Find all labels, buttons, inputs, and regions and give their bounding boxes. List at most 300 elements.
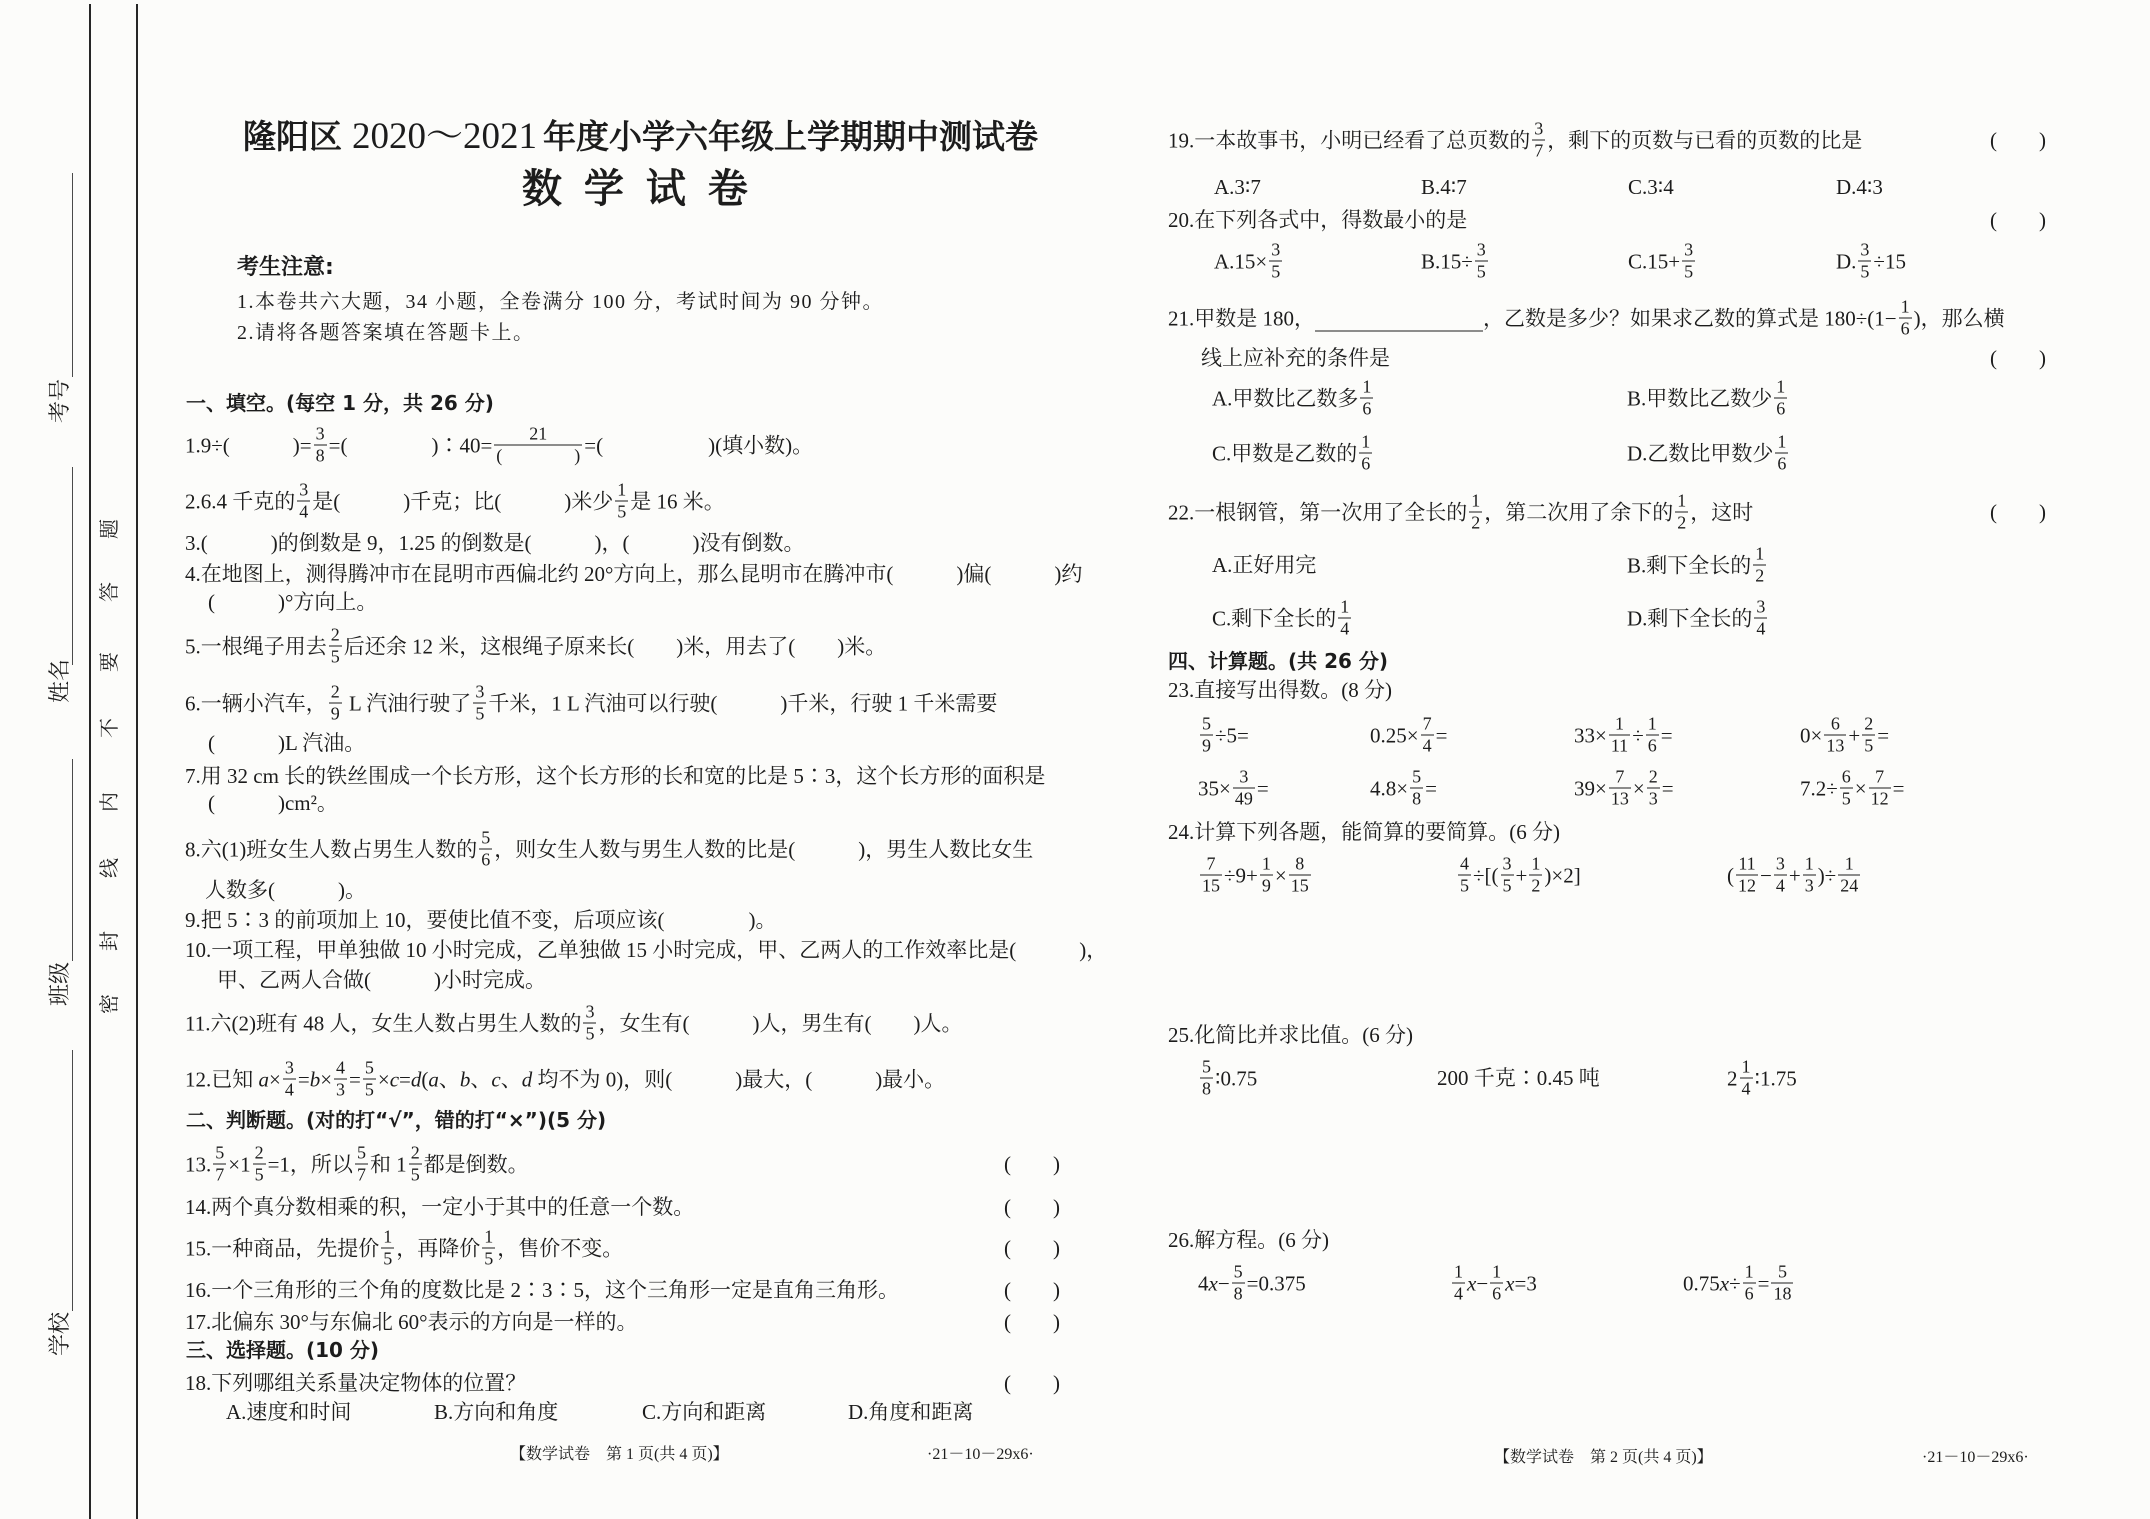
fraction bbox=[1410, 768, 1423, 809]
fraction bbox=[329, 626, 342, 667]
text-run: A.正好用完 bbox=[1212, 553, 1317, 577]
calc-item bbox=[1456, 855, 1581, 896]
question-4-line-2 bbox=[208, 590, 377, 614]
denominator: 5 bbox=[364, 1079, 374, 1100]
numerator: 2 bbox=[1648, 766, 1658, 787]
text-run: + bbox=[1515, 863, 1528, 887]
variable: x bbox=[1467, 1271, 1477, 1295]
text-run: 是 16 米。 bbox=[630, 489, 725, 513]
question-8-line-2 bbox=[205, 878, 366, 902]
fraction bbox=[1774, 378, 1787, 419]
text-run: 25.化简比并求比值。(6 分) bbox=[1168, 1023, 1413, 1047]
calc-item bbox=[1198, 855, 1313, 896]
name-label: 姓名 bbox=[47, 658, 72, 704]
denominator: 5 bbox=[383, 1248, 393, 1269]
numerator: 1 bbox=[1804, 853, 1814, 874]
calc-item bbox=[1574, 768, 1674, 809]
text-run: + bbox=[1788, 863, 1801, 887]
exam-subtitle: 数 学 试 卷 bbox=[522, 166, 752, 212]
fraction bbox=[297, 481, 310, 522]
fraction bbox=[1200, 855, 1222, 896]
text-run: 20.在下列各式中，得数最小的是 bbox=[1168, 208, 1468, 232]
text-run: × bbox=[1854, 776, 1867, 800]
text-run: C.方向和距离 bbox=[642, 1400, 767, 1424]
numerator: 3 bbox=[1534, 118, 1544, 139]
option-d bbox=[1627, 433, 1790, 474]
ratio-item bbox=[1727, 1058, 1797, 1099]
text-run: 甲、乙两人合做( )小时完成。 bbox=[217, 968, 546, 992]
question-25 bbox=[1168, 1023, 1413, 1047]
text-run: ，女生有( )人，男生有( )人。 bbox=[598, 1011, 963, 1035]
numerator: 1 bbox=[1471, 490, 1481, 511]
fraction bbox=[1200, 715, 1213, 756]
text-run: 4 bbox=[1198, 1271, 1209, 1295]
page-footer-label: 【数学试卷 第 2 页(共 4 页)】 bbox=[1494, 1449, 1713, 1466]
fraction bbox=[1771, 1263, 1793, 1304]
fraction bbox=[1490, 1263, 1503, 1304]
text-run: C.甲数是乙数的 bbox=[1212, 441, 1358, 465]
text-run: 线上应补充的条件是 bbox=[1201, 346, 1390, 370]
numerator: 3 bbox=[1271, 239, 1281, 260]
text-run: 2.6.4 千克的 bbox=[185, 489, 296, 513]
question-1 bbox=[185, 425, 813, 466]
denominator: 4 bbox=[1741, 1078, 1751, 1099]
text-run: ，再降价 bbox=[396, 1236, 481, 1260]
text-run: ÷ bbox=[1729, 1271, 1741, 1295]
numerator: 1 bbox=[1361, 431, 1371, 452]
numerator: 5 bbox=[215, 1142, 225, 1163]
text-run: A.速度和时间 bbox=[226, 1400, 352, 1424]
numerator: 1 bbox=[617, 479, 627, 500]
question-5 bbox=[185, 626, 886, 667]
fraction bbox=[1858, 241, 1871, 282]
text-run: =( )∶40= bbox=[328, 433, 493, 457]
numerator: 1 bbox=[383, 1226, 393, 1247]
variable: x bbox=[1208, 1271, 1218, 1295]
fraction bbox=[1862, 715, 1875, 756]
option-b bbox=[1421, 241, 1490, 282]
text-run: 是( )千克；比( )米少 bbox=[312, 489, 614, 513]
denominator: 5 bbox=[254, 1164, 264, 1185]
fraction bbox=[329, 683, 342, 724]
option-b bbox=[1627, 378, 1789, 419]
numerator: 2 bbox=[330, 624, 340, 645]
text-run: =3 bbox=[1514, 1271, 1537, 1295]
option-d bbox=[1627, 598, 1769, 639]
question-6-line-1 bbox=[185, 683, 997, 724]
text-run: − bbox=[1476, 1271, 1489, 1295]
text-run: C.15+ bbox=[1628, 249, 1681, 273]
denominator: 3 bbox=[1804, 875, 1814, 896]
numerator: 3 bbox=[1476, 239, 1486, 260]
numerator: 4 bbox=[336, 1057, 346, 1078]
option-a bbox=[1212, 378, 1375, 419]
text-run: 2 bbox=[1727, 1066, 1738, 1090]
numerator: 2 bbox=[1864, 713, 1874, 734]
text-run: 23.直接写出得数。(8 分) bbox=[1168, 678, 1392, 702]
numerator: 7 bbox=[1875, 766, 1885, 787]
numerator: 1 bbox=[1615, 713, 1625, 734]
option-b bbox=[1421, 175, 1467, 199]
seal-char: 线 bbox=[99, 858, 121, 878]
text-run: =1，所以 bbox=[267, 1152, 353, 1176]
fraction bbox=[283, 1059, 296, 1100]
denominator: 24 bbox=[1840, 875, 1859, 896]
calc-item bbox=[1198, 768, 1269, 809]
answer-bracket: ( ) bbox=[1004, 1278, 1060, 1302]
numerator: 1 bbox=[1261, 853, 1271, 874]
option-d bbox=[1836, 175, 1883, 199]
fraction bbox=[1260, 855, 1273, 896]
seal-char: 不 bbox=[99, 718, 121, 738]
text-run: 39× bbox=[1574, 776, 1607, 800]
denominator: 6 bbox=[1361, 453, 1371, 474]
text-run: − bbox=[1217, 1271, 1230, 1295]
numerator: 1 bbox=[1340, 596, 1350, 617]
calc-item bbox=[1727, 855, 1862, 896]
fraction bbox=[1421, 715, 1434, 756]
question-9 bbox=[185, 908, 776, 932]
fraction bbox=[1532, 120, 1545, 161]
text-run: D.剩下全长的 bbox=[1627, 606, 1753, 630]
text-run: 人数多( )。 bbox=[205, 878, 366, 902]
text-run: 4.8× bbox=[1370, 776, 1409, 800]
fraction bbox=[479, 829, 492, 870]
section-heading-calculation: 四、计算题。(共 26 分) bbox=[1168, 649, 1389, 673]
text-run: A.3∶7 bbox=[1214, 175, 1261, 199]
text-run: ÷15 bbox=[1873, 249, 1906, 273]
exam-number-label: 考号 bbox=[47, 378, 72, 424]
text-run: = bbox=[1892, 776, 1905, 800]
denominator: 4 bbox=[1775, 875, 1785, 896]
denominator: 15 bbox=[1290, 875, 1309, 896]
denominator: 6 bbox=[1777, 453, 1787, 474]
numerator: 1 bbox=[1454, 1261, 1463, 1282]
text-run: B.4∶7 bbox=[1421, 175, 1467, 199]
option-c bbox=[1628, 241, 1697, 282]
question-21-line-1 bbox=[1168, 298, 2005, 339]
section-heading-multiple-choice: 三、选择题。(10 分) bbox=[186, 1338, 380, 1362]
question-3 bbox=[185, 531, 804, 555]
text-run: 5.一根绳子用去 bbox=[185, 634, 327, 658]
calc-item bbox=[1198, 715, 1249, 756]
text-run: ，这时 bbox=[1690, 500, 1754, 524]
denominator: 3 bbox=[1648, 788, 1658, 809]
fraction bbox=[1360, 378, 1373, 419]
text-run: 0× bbox=[1800, 723, 1823, 747]
question-22 bbox=[1168, 492, 1753, 533]
text-run: D. bbox=[1836, 249, 1857, 273]
fraction bbox=[1200, 1058, 1213, 1099]
text-run: 10.一项工程，甲单独做 10 小时完成，乙单独做 15 小时完成，甲、乙两人的工作效率比是( )， bbox=[185, 938, 1108, 962]
numerator: 6 bbox=[1830, 713, 1840, 734]
question-11 bbox=[185, 1003, 962, 1044]
text-run: 均不为 0)，则( )最大，( )最小。 bbox=[532, 1067, 946, 1091]
fraction bbox=[1824, 715, 1846, 756]
text-run: ∶1.75 bbox=[1754, 1066, 1797, 1090]
denominator: 5 bbox=[475, 703, 485, 724]
denominator: 6 bbox=[481, 849, 491, 870]
ratio-item bbox=[1198, 1058, 1257, 1099]
option-c bbox=[1628, 175, 1674, 199]
fraction bbox=[1675, 492, 1688, 533]
numerator: 1 bbox=[1844, 853, 1854, 874]
text-run: )，那么横 bbox=[1913, 306, 2005, 330]
variable: d bbox=[521, 1067, 533, 1091]
fraction bbox=[615, 481, 628, 522]
numerator: 5 bbox=[1202, 1056, 1211, 1077]
numerator: 1 bbox=[1741, 1056, 1751, 1077]
text-run: 14.两个真分数相乘的积，一定小于其中的任意一个数。 bbox=[185, 1195, 695, 1219]
option-a bbox=[1214, 241, 1284, 282]
variable: x bbox=[1505, 1271, 1515, 1295]
text-run: = bbox=[1425, 776, 1437, 800]
denominator: 2 bbox=[1471, 512, 1481, 533]
fraction bbox=[1754, 598, 1767, 639]
text-run: 15.一种商品，先提价 bbox=[185, 1236, 380, 1260]
denominator: 13 bbox=[1826, 735, 1845, 756]
fraction bbox=[1840, 768, 1853, 809]
denominator: 6 bbox=[1900, 318, 1910, 339]
section-heading-true-false: 二、判断题。(对的打“√”，错的打“×”)(5 分) bbox=[186, 1108, 607, 1132]
denominator: 4 bbox=[284, 1079, 294, 1100]
text-run: ，剩下的页数与已看的页数的比是 bbox=[1547, 128, 1863, 152]
text-run: =0.375 bbox=[1246, 1271, 1306, 1295]
fraction bbox=[1899, 298, 1912, 339]
question-26 bbox=[1168, 1228, 1329, 1252]
text-run: 1.9÷( )= bbox=[185, 433, 312, 457]
denominator: 5 bbox=[410, 1164, 420, 1185]
seal-char: 答 bbox=[99, 582, 121, 602]
denominator: 5 bbox=[1502, 875, 1512, 896]
question-10-line-1 bbox=[185, 938, 1107, 962]
denominator: 6 bbox=[1362, 398, 1372, 419]
text-run: )÷ bbox=[1817, 863, 1837, 887]
variable: b bbox=[459, 1067, 471, 1091]
numerator: 7 bbox=[1615, 766, 1625, 787]
text-run: A.甲数比乙数多 bbox=[1212, 386, 1359, 410]
text-run: ÷9+ bbox=[1224, 863, 1258, 887]
option-d bbox=[848, 1400, 973, 1424]
text-run: ( )°方向上。 bbox=[208, 590, 378, 614]
text-run: × bbox=[377, 1067, 390, 1091]
denominator: 5 bbox=[1476, 261, 1486, 282]
option-c bbox=[1212, 433, 1374, 474]
fraction bbox=[1469, 492, 1482, 533]
variable: c bbox=[389, 1067, 400, 1091]
answer-bracket: ( ) bbox=[1990, 346, 2046, 370]
calc-item bbox=[1800, 768, 1904, 809]
text-run: 和 1 bbox=[369, 1152, 407, 1176]
text-run: ( )cm²。 bbox=[208, 791, 338, 815]
numerator: 5 bbox=[481, 827, 491, 848]
option-a bbox=[226, 1400, 351, 1424]
numerator: 1 bbox=[1492, 1261, 1502, 1282]
text-run: B.15÷ bbox=[1421, 249, 1473, 273]
fraction bbox=[334, 1059, 347, 1100]
numerator: 1 bbox=[1755, 543, 1765, 564]
fraction bbox=[355, 1144, 368, 1185]
numerator: 3 bbox=[1756, 596, 1766, 617]
denominator: 5 bbox=[1860, 261, 1870, 282]
fraction bbox=[1774, 855, 1787, 896]
title-years: 2020～2021 bbox=[352, 116, 537, 157]
fraction bbox=[1609, 768, 1631, 809]
text-run: ×1 bbox=[228, 1152, 251, 1176]
title-district: 隆阳区 bbox=[243, 117, 342, 156]
denominator: 6 bbox=[1776, 398, 1786, 419]
fraction bbox=[1501, 855, 1514, 896]
equation-item bbox=[1683, 1263, 1795, 1304]
numerator: 4 bbox=[1460, 853, 1469, 874]
text-run: 、 bbox=[500, 1067, 522, 1091]
answer-underline bbox=[1315, 311, 1483, 332]
text-run: )×2] bbox=[1544, 863, 1581, 887]
fraction bbox=[1838, 855, 1860, 896]
denominator: 5 bbox=[1841, 788, 1851, 809]
question-4-line-1 bbox=[185, 562, 1082, 586]
denominator: 4 bbox=[1756, 618, 1766, 639]
option-a bbox=[1212, 553, 1316, 577]
binding-rule-inner bbox=[136, 4, 138, 1519]
text-run: 22.一根钢管，第一次用了全长的 bbox=[1168, 500, 1468, 524]
section-heading-fill-in: 一、填空。(每空 1 分，共 26 分) bbox=[186, 391, 494, 415]
numerator: 1 bbox=[484, 1226, 494, 1247]
class-label: 班级 bbox=[47, 961, 72, 1007]
text-run: + bbox=[1848, 723, 1861, 747]
denominator: 6 bbox=[1647, 735, 1657, 756]
text-run: = bbox=[1435, 723, 1448, 747]
question-6-line-2 bbox=[208, 731, 365, 755]
text-run: − bbox=[1760, 863, 1772, 887]
question-17 bbox=[185, 1310, 638, 1334]
text-run: 都是倒数。 bbox=[423, 1152, 529, 1176]
text-run: 12.已知 bbox=[185, 1067, 259, 1091]
calc-item bbox=[1370, 715, 1447, 756]
text-run: C.剩下全长的 bbox=[1212, 606, 1337, 630]
calc-item bbox=[1800, 715, 1889, 756]
fraction bbox=[1452, 1263, 1465, 1304]
text-run: × bbox=[269, 1067, 281, 1091]
numerator: 3 bbox=[1684, 239, 1694, 260]
denominator: 9 bbox=[1261, 875, 1271, 896]
text-run: 21.甲数是 180， bbox=[1168, 306, 1315, 330]
fraction bbox=[363, 1059, 376, 1100]
text-run: C.3∶4 bbox=[1628, 175, 1674, 199]
page-footer-code: ·21－10－29x6· bbox=[927, 1446, 1034, 1463]
denominator: 5 bbox=[1684, 261, 1694, 282]
numerator: 1 bbox=[1900, 296, 1910, 317]
denominator: ( ) bbox=[496, 445, 581, 466]
answer-bracket: ( ) bbox=[1990, 208, 2046, 232]
question-13 bbox=[185, 1144, 529, 1185]
numerator: 1 bbox=[1531, 853, 1541, 874]
numerator: 5 bbox=[364, 1057, 374, 1078]
denominator: 49 bbox=[1234, 788, 1253, 809]
numerator: 1 bbox=[1744, 1261, 1754, 1282]
denominator: 18 bbox=[1773, 1283, 1792, 1304]
denominator: 2 bbox=[1531, 875, 1541, 896]
denominator: 5 bbox=[484, 1248, 494, 1269]
numerator: 1 bbox=[1777, 431, 1787, 452]
option-b bbox=[434, 1400, 558, 1424]
fraction bbox=[1753, 545, 1766, 586]
text-run: 9.把 5∶3 的前项加上 10，要使比值不变，后项应该( )。 bbox=[185, 908, 777, 932]
text-run: = bbox=[1661, 776, 1674, 800]
answer-bracket: ( ) bbox=[1004, 1371, 1060, 1395]
question-15 bbox=[185, 1228, 623, 1269]
text-run: ，则女生人数与男生人数的比是( )，男生人数比女生 bbox=[494, 837, 1034, 861]
option-b bbox=[1627, 545, 1768, 586]
variable: b bbox=[309, 1067, 321, 1091]
seal-char: 密 bbox=[99, 994, 121, 1014]
numerator: 2 bbox=[330, 681, 340, 702]
numerator: 3 bbox=[475, 681, 485, 702]
question-12 bbox=[185, 1059, 945, 1100]
numerator: 1 bbox=[1677, 490, 1687, 511]
text-run: 3.( )的倒数是 9，1.25 的倒数是( )，( )没有倒数。 bbox=[185, 531, 805, 555]
text-run: 35× bbox=[1198, 776, 1231, 800]
numerator: 3 bbox=[1775, 853, 1785, 874]
denominator: 4 bbox=[299, 501, 309, 522]
numerator: 3 bbox=[1502, 853, 1512, 874]
text-run: B.剩下全长的 bbox=[1627, 553, 1752, 577]
answer-bracket: ( ) bbox=[1004, 1152, 1060, 1176]
text-run: 千米，1 L 汽油可以行驶( )千米，行驶 1 千米需要 bbox=[488, 691, 998, 715]
question-23 bbox=[1168, 678, 1392, 702]
numerator: 5 bbox=[1202, 713, 1211, 734]
text-run: ÷[( bbox=[1473, 863, 1499, 887]
text-run: ∶0.75 bbox=[1215, 1066, 1258, 1090]
text-run: 后还余 12 米，这根绳子原来长( )米，用去了( )米。 bbox=[343, 634, 887, 658]
exam-title bbox=[243, 117, 1038, 157]
text-run: 7.用 32 cm 长的铁丝围成一个长方形，这个长方形的长和宽的比是 5∶3，这个长方形的面积是 bbox=[185, 764, 1046, 788]
text-run: 11.六(2)班有 48 人，女生人数占男生人数的 bbox=[185, 1011, 582, 1035]
question-18 bbox=[185, 1371, 526, 1395]
denominator: 4 bbox=[1454, 1283, 1463, 1304]
fraction bbox=[1269, 241, 1282, 282]
fraction bbox=[1743, 1263, 1756, 1304]
text-run: 0.75 bbox=[1683, 1271, 1720, 1295]
denominator: 5 bbox=[1271, 261, 1281, 282]
seal-char: 封 bbox=[99, 931, 121, 951]
fraction bbox=[1529, 855, 1542, 896]
fraction bbox=[1609, 715, 1630, 756]
option-d bbox=[1836, 241, 1906, 282]
text-run: =( )(填小数)。 bbox=[584, 433, 814, 457]
denominator: 5 bbox=[330, 646, 340, 667]
fraction bbox=[482, 1228, 495, 1269]
numerator: 1 bbox=[1776, 376, 1786, 397]
text-run: 33× bbox=[1574, 723, 1607, 747]
denominator: 6 bbox=[1744, 1283, 1754, 1304]
fraction bbox=[1233, 768, 1255, 809]
calc-item bbox=[1370, 768, 1437, 809]
denominator: 8 bbox=[1202, 1078, 1211, 1099]
notice-item-2: 2.请将各题答案填在答题卡上。 bbox=[237, 322, 535, 344]
fraction bbox=[1475, 241, 1488, 282]
text-run: D.4∶3 bbox=[1836, 175, 1883, 199]
denominator: 8 bbox=[1412, 788, 1422, 809]
text-run: 8.六(1)班女生人数占男生人数的 bbox=[185, 837, 478, 861]
fraction bbox=[1232, 1263, 1245, 1304]
denominator: 7 bbox=[356, 1164, 366, 1185]
numerator: 8 bbox=[1295, 853, 1305, 874]
fraction bbox=[1289, 855, 1311, 896]
question-2 bbox=[185, 481, 725, 522]
text-run: 7.2÷ bbox=[1800, 776, 1838, 800]
denominator: 12 bbox=[1870, 788, 1889, 809]
